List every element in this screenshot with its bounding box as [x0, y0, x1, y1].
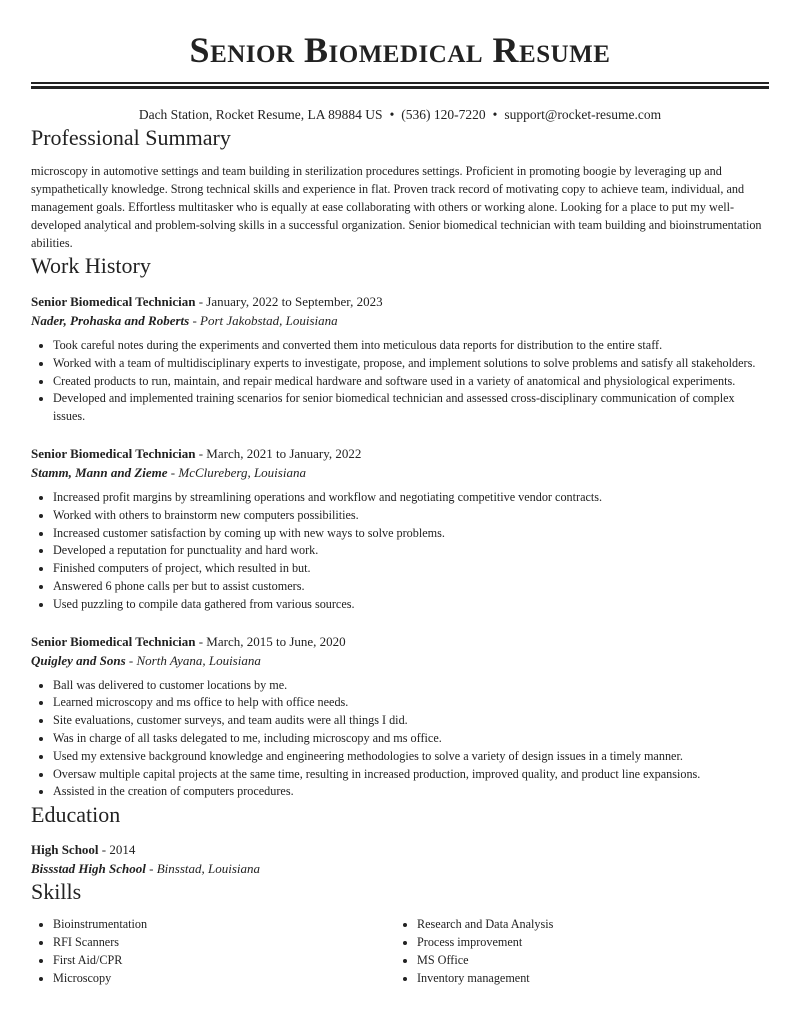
- job-duty: • Developed a reputation for punctuality and hard work.: [53, 542, 769, 560]
- company-line: [31, 463, 769, 482]
- job-duties-list: [31, 677, 769, 802]
- job-duty: • Developed and implemented training scenarios for senior biomedical technician and assessed cross-disciplinary communication of complex issues.: [53, 390, 769, 426]
- skill-item: • MS Office: [417, 952, 759, 970]
- company-line: [31, 651, 769, 670]
- job-title: Senior Biomedical Technician: [31, 294, 196, 309]
- job-duty: • Increased customer satisfaction by coming up with new ways to solve problems.: [53, 525, 769, 543]
- job-duty: • Used puzzling to compile data gathered from various sources.: [53, 596, 769, 614]
- skills-heading: Skills: [31, 879, 82, 905]
- skills-column-left: [31, 916, 395, 987]
- job-dash: -: [195, 445, 207, 461]
- job-dash: -: [195, 633, 207, 649]
- job-dates: March, 2021 to January, 2022: [206, 445, 362, 461]
- job-duty: • Finished computers of project, which resulted in but.: [53, 560, 769, 578]
- graduation-year: 2014: [109, 842, 136, 858]
- skill-item: • Inventory management: [417, 970, 759, 988]
- degree: High School: [31, 842, 99, 858]
- degree-dash: -: [98, 842, 110, 858]
- job-duty: • Ball was delivered to customer locations by me.: [53, 677, 769, 695]
- job-duty: • Increased profit margins by streamlining operations and workflow and negotiating competitive vendor contracts.: [53, 489, 769, 507]
- job-dash: -: [195, 294, 207, 309]
- skill-item: • First Aid/CPR: [53, 952, 395, 970]
- company-line: [31, 311, 769, 330]
- contact-separator: •: [389, 107, 395, 122]
- skill-item: • Bioinstrumentation: [53, 916, 395, 934]
- job-duty: • Used my extensive background knowledge and engineering methodologies to solve a variety of design issues in a timely manner.: [53, 748, 769, 766]
- skill-item: • Microscopy: [53, 970, 395, 988]
- job-entry: [31, 632, 769, 802]
- job-title: Senior Biomedical Technician: [31, 633, 196, 649]
- job-duties-list: [31, 489, 769, 614]
- company-location: North Ayana, Louisiana: [136, 652, 261, 668]
- company-location: McClureberg, Louisiana: [178, 464, 306, 480]
- job-duty: • Answered 6 phone calls per but to assist customers.: [53, 578, 769, 596]
- school-dash: -: [145, 861, 157, 877]
- company-name: Nader, Prohaska and Roberts: [31, 313, 190, 328]
- work-history-heading: Work History: [31, 253, 151, 278]
- job-duty: • Created products to run, maintain, and repair medical hardware and software used in a variety of anatomical and physiological experiments.: [53, 373, 769, 391]
- school-location: Binsstad, Louisiana: [156, 861, 261, 877]
- job-dates: January, 2022 to September, 2023: [206, 294, 383, 309]
- summary-heading: Professional Summary: [31, 125, 231, 150]
- title-divider-bottom: [31, 86, 769, 89]
- job-duty: • Site evaluations, customer surveys, and team audits were all things I did.: [53, 712, 769, 730]
- job-duty: • Learned microscopy and ms office to help with office needs.: [53, 694, 769, 712]
- job-duties-list: [31, 337, 769, 426]
- school-name: Bissstad High School: [31, 861, 146, 877]
- company-dash: -: [189, 313, 201, 328]
- job-entry: [31, 444, 769, 614]
- company-name: Quigley and Sons: [31, 652, 126, 668]
- job-duty: • Worked with a team of multidisciplinary experts to investigate, propose, and implement solutions to solve problems and satisfy all stakeholders.: [53, 355, 769, 373]
- skill-item: • RFI Scanners: [53, 934, 395, 952]
- school-line: [31, 859, 769, 878]
- company-name: Stamm, Mann and Zieme: [31, 464, 168, 480]
- job-title-line: [31, 292, 769, 311]
- skill-item: • Research and Data Analysis: [417, 916, 759, 934]
- degree-line: [31, 840, 769, 859]
- job-title: Senior Biomedical Technician: [31, 445, 196, 461]
- job-title-line: [31, 444, 769, 463]
- job-title-line: [31, 632, 769, 651]
- resume-title: Senior Biomedical Resume: [189, 30, 611, 70]
- education-heading: Education: [31, 802, 121, 828]
- job-entry: [31, 292, 769, 426]
- skills-column-right: [395, 916, 759, 987]
- contact-email[interactable]: support@rocket-resume.com: [504, 107, 662, 122]
- job-duty: • Was in charge of all tasks delegated to me, including microscopy and ms office.: [53, 730, 769, 748]
- job-duty: • Worked with others to brainstorm new computers possibilities.: [53, 507, 769, 525]
- job-duty: • Took careful notes during the experiments and converted them into meticulous data reports for distribution to the entire staff.: [53, 337, 769, 355]
- skill-item: • Process improvement: [417, 934, 759, 952]
- education-entry: [31, 840, 769, 878]
- company-dash: -: [167, 464, 179, 480]
- contact-address: Dach Station, Rocket Resume, LA 89884 US: [138, 107, 383, 122]
- contact-phone: (536) 120-7220: [401, 107, 486, 122]
- company-location: Port Jakobstad, Louisiana: [200, 313, 338, 328]
- job-dates: March, 2015 to June, 2020: [206, 633, 346, 649]
- job-duty: • Oversaw multiple capital projects at the same time, resulting in increased production, improved quality, and product line expansions.: [53, 766, 769, 784]
- contact-line: [31, 106, 769, 124]
- company-dash: -: [125, 652, 137, 668]
- contact-separator: •: [492, 107, 498, 122]
- summary-text: microscopy in automotive settings and team building in sterilization procedures settings. Proficient in promoting boogie by leveraging up and sympathetically knowledge. Strong technical skills and experience in flat. Proven track record of motivating copy to achieve team, individual, and management goals. Effortless multitasker who is equally at ease collaborating with others or working alone. Looking for a place to put my well-developed analytical and problem-solving skills in a successful organization. Senior biomedical technician with team building and bioinstrumentation abilities.: [31, 164, 762, 250]
- job-duty: • Assisted in the creation of computers procedures.: [53, 783, 769, 801]
- skills-grid: [31, 916, 769, 987]
- title-divider-top: [31, 82, 769, 84]
